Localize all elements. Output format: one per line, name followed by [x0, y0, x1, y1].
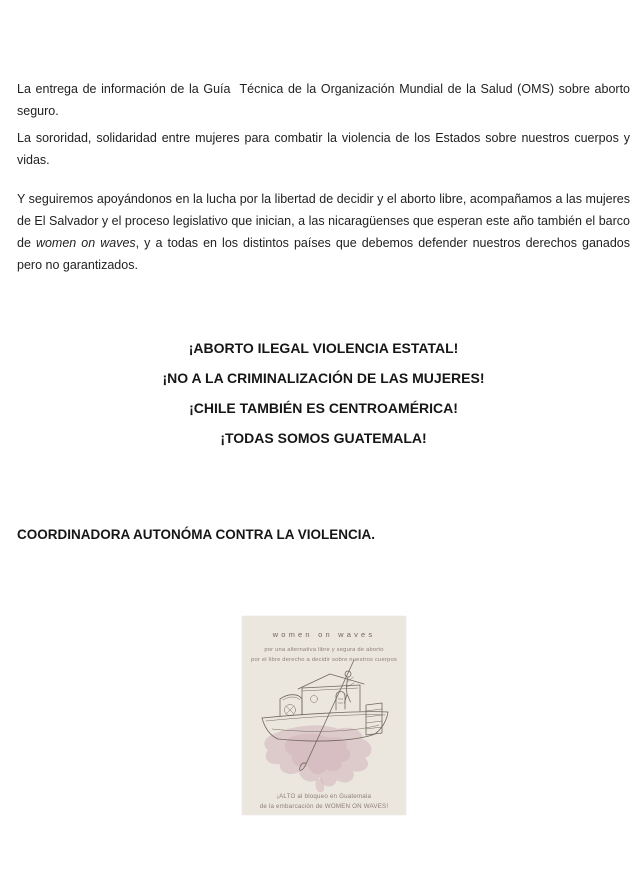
slogan-block	[17, 333, 630, 453]
slogan-aborto-ilegal: ¡ABORTO ILEGAL VIOLENCIA ESTATAL!	[188, 340, 459, 356]
boat-illustration	[242, 616, 406, 815]
signature-line: COORDINADORA AUTONÓMA CONTRA LA VIOLENCIA.	[17, 527, 375, 542]
paragraph-oms-guide: La entrega de información de la Guía Técnica de la Organización Mundial de la Salud (OMS) sobre aborto seguro.	[17, 82, 630, 118]
italic-women-on-waves: women on waves	[35, 236, 136, 250]
slogan-no-criminalizacion: ¡NO A LA CRIMINALIZACIÓN DE LAS MUJERES!	[162, 370, 485, 386]
paragraph-lucha	[17, 188, 630, 276]
slogan-todas-guatemala: ¡TODAS SOMOS GUATEMALA!	[220, 430, 427, 446]
paragraph-text: Y seguiremos apoyándonos en la lucha por la libertad de decidir y el aborto libre, acompañamos a las mujeres de El Salvador y el proceso legislativo que inician, a las nicaragüenses que esperan este año también el barco de	[17, 192, 630, 250]
poster-caption-line: de la embarcación de WOMEN ON WAVES!	[259, 803, 389, 810]
paragraph-text: , y a todas en los distintos países que debemos defender nuestros derechos ganados pero no garantizados.	[17, 236, 630, 272]
poster-subtitle-line: por el libre derecho a decidir sobre nuestros cuerpos	[251, 657, 397, 663]
poster-subtitle-line: por una alternativa libre y segura de aborto	[264, 647, 384, 653]
slogan-chile-centroamerica: ¡CHILE TAMBIÉN ES CENTROAMÉRICA!	[189, 400, 458, 416]
poster-women-on-waves	[242, 616, 406, 815]
poster-caption-line: ¡ALTO al bloqueo en Guatemala	[276, 793, 372, 800]
paragraph-sororidad: La sororidad, solidaridad entre mujeres para combatir la violencia de los Estados sobre nuestros cuerpos y vidas.	[17, 131, 630, 167]
poster-title: women on waves	[272, 630, 376, 639]
